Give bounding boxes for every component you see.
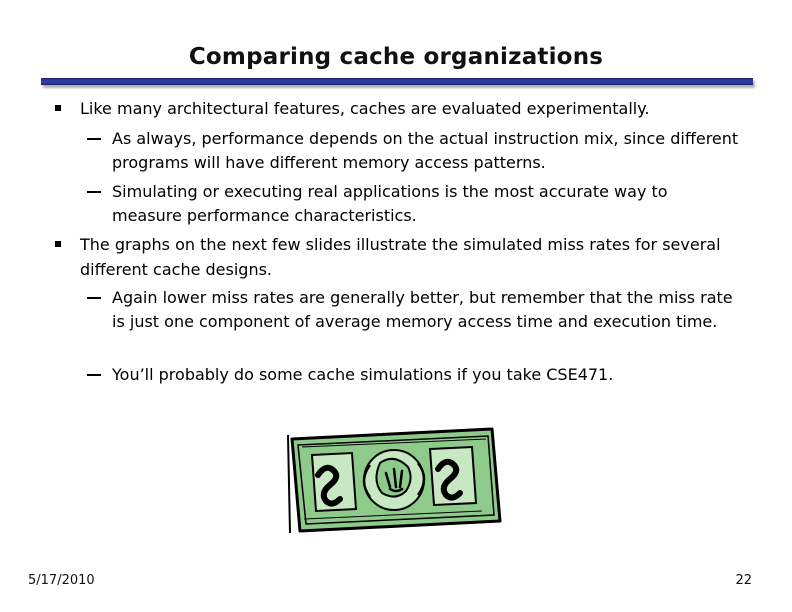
bullet-item-2 [80, 232, 740, 282]
sub-bullet-text: As always, performance depends on the actual instruction mix, since different programs will have different memory access patterns. [112, 129, 739, 172]
square-bullet-icon [55, 105, 61, 111]
square-bullet-icon [55, 241, 61, 247]
dollar-bill-icon [282, 425, 504, 537]
sub-bullet-text: Again lower miss rates are generally better, but remember that the miss rate is just one component of average memory access time and execution time. [112, 288, 733, 331]
dash-bullet-icon [87, 191, 101, 193]
bullet-text: The graphs on the next few slides illustrate the simulated miss rates for several different cache designs. [80, 235, 721, 279]
dash-bullet-icon [87, 374, 101, 376]
sub-bullet-item-1 [112, 127, 742, 175]
bullet-text: Like many architectural features, caches are evaluated experimentally. [80, 99, 650, 118]
title-underline [41, 78, 753, 85]
sub-bullet-item-3 [112, 286, 742, 334]
bullet-item-1 [80, 96, 740, 121]
footer-date: 5/17/2010 [28, 573, 95, 588]
page-number: 22 [735, 573, 752, 588]
dash-bullet-icon [87, 297, 101, 299]
sub-bullet-item-4 [112, 363, 742, 387]
dash-bullet-icon [87, 138, 101, 140]
slide-title: Comparing cache organizations [188, 44, 604, 70]
sub-bullet-text: You’ll probably do some cache simulations if you take CSE471. [112, 365, 614, 384]
sub-bullet-item-2 [112, 180, 742, 228]
sub-bullet-text: Simulating or executing real applications is the most accurate way to measure performance characteristics. [112, 182, 668, 225]
